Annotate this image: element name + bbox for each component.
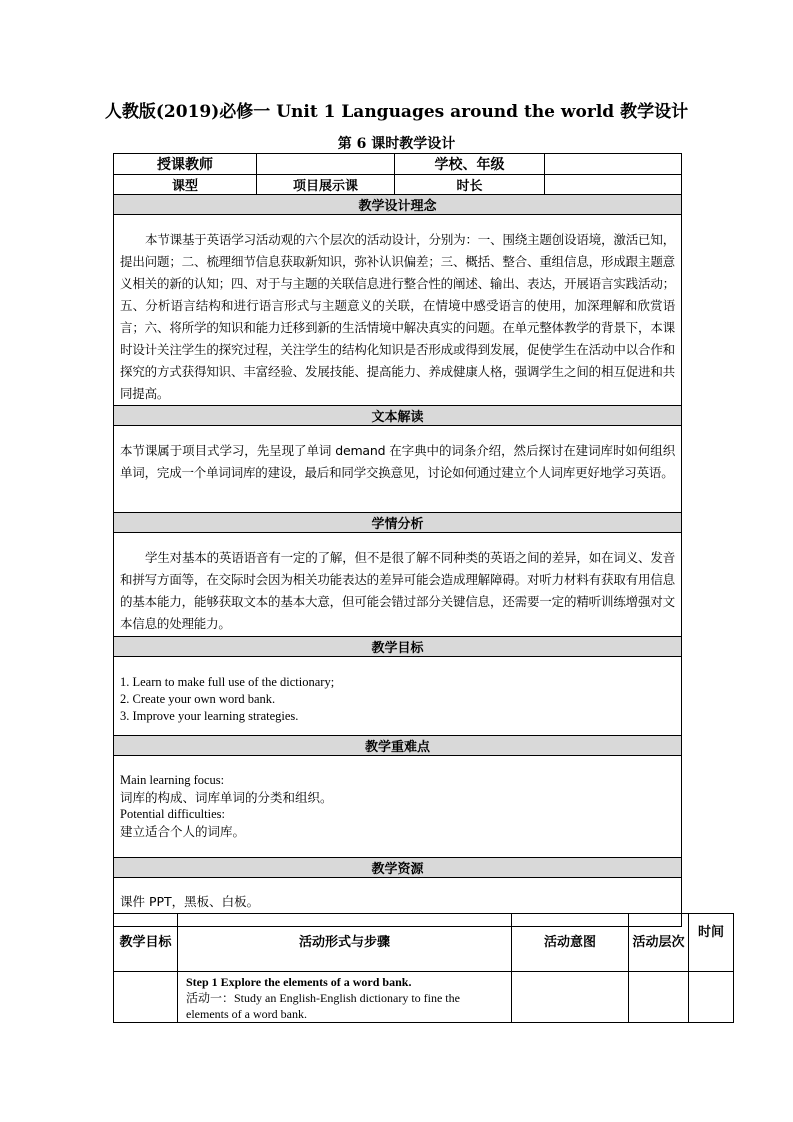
document-title: 人教版(2019)必修一 Unit 1 Languages around the world 教学设计 (104, 102, 689, 122)
difficulty-text: 建立适合个人的词库。 (120, 824, 246, 839)
philosophy-cell (114, 215, 682, 406)
col-time: 时间 (689, 914, 734, 972)
step-text: 活动一：Study an English-English dictionary to fine the elements of a word bank. (186, 991, 460, 1021)
row-level (629, 972, 689, 1023)
school-label: 学校、年级 (395, 154, 545, 175)
philosophy-text: 本节课基于英语学习活动观的六个层次的活动设计，分别为：一、围绕主题创设语境，激活已知，提出问题；二、梳理细节信息获取新知识，弥补认识偏差；三、概括、整合、重组信息，形成跟主题意义相关的新的认知；四、对于与主题的关联信息进行整合性的阐述、输出、表达，开展语言实践活动；五、分析语言结构和进行语言形式与主题意义的关联，在情境中感受语言的使用，加深理解和欣赏语言；六、将所学的知识和能力迁移到新的生活情境中解决真实的问题。在单元整体教学的背景下，本课时设计关注学生的探究过程，关注学生的结构化知识是否形成或得到发展，促使学生在活动中以合作和探究的方式获得知识、丰富经验、发展技能、提高能力、养成健康人格，强调学生之间的相互促进和共同提高。 (120, 232, 675, 401)
teacher-value (257, 154, 395, 175)
duration-label: 时长 (395, 175, 545, 195)
focus-label: Main learning focus: (120, 773, 225, 787)
col-objective: 教学目标 (114, 914, 178, 972)
learner-analysis-cell (114, 533, 682, 637)
teacher-label: 授课教师 (114, 154, 257, 175)
row-intent (512, 972, 629, 1023)
objectives-cell (114, 657, 682, 736)
type-label: 课型 (114, 175, 257, 195)
difficulty-label: Potential difficulties: (120, 807, 225, 821)
text-analysis-text: 本节课属于项目式学习，先呈现了单词 demand 在字典中的词条介绍，然后探讨在建词库时如何组织单词，完成一个单词词库的建设，最后和同学交换意见，讨论如何通过建立个人词库更好地学习英语。 (120, 443, 675, 480)
philosophy-heading: 教学设计理念 (114, 195, 682, 215)
learner-analysis-text: 学生对基本的英语语音有一定的了解，但不是很了解不同种类的英语之间的差异，如在词义、发音和拼写方面等，在交际时会因为相关功能表达的差异可能会造成理解障碍。对听力材料有获取有用信息的基本能力，能够获取文本的基本大意，但可能会错过部分关键信息，还需要一定的精听训练增强对文本信息的处理能力。 (120, 550, 675, 631)
duration-value (545, 175, 682, 195)
key-points-cell (114, 756, 682, 858)
text-analysis-cell (114, 426, 682, 513)
resources-text: 课件 PPT，黑板、白板。 (120, 894, 260, 909)
objective-item: 3. Improve your learning strategies. (120, 709, 299, 723)
lesson-plan-table (113, 153, 682, 927)
lesson-subtitle: 第 6 课时教学设计 (337, 136, 456, 152)
step-title: Step 1 Explore the elements of a word bank. (186, 975, 412, 989)
activity-table (113, 913, 734, 1023)
objective-item: 1. Learn to make full use of the dictionary; (120, 675, 335, 689)
col-intent: 活动意图 (512, 914, 629, 972)
row-time (689, 972, 734, 1023)
learner-analysis-heading: 学情分析 (114, 513, 682, 533)
type-value: 项目展示课 (257, 175, 395, 195)
objective-item: 2. Create your own word bank. (120, 692, 276, 706)
key-points-heading: 教学重难点 (114, 736, 682, 756)
focus-text: 词库的构成、词库单词的分类和组织。 (120, 790, 333, 805)
col-level: 活动层次 (629, 914, 689, 972)
resources-heading: 教学资源 (114, 858, 682, 878)
row-objective (114, 972, 178, 1023)
text-analysis-heading: 文本解读 (114, 406, 682, 426)
school-value (545, 154, 682, 175)
step-cell (178, 972, 512, 1023)
objectives-heading: 教学目标 (114, 637, 682, 657)
col-steps: 活动形式与步骤 (178, 914, 512, 972)
